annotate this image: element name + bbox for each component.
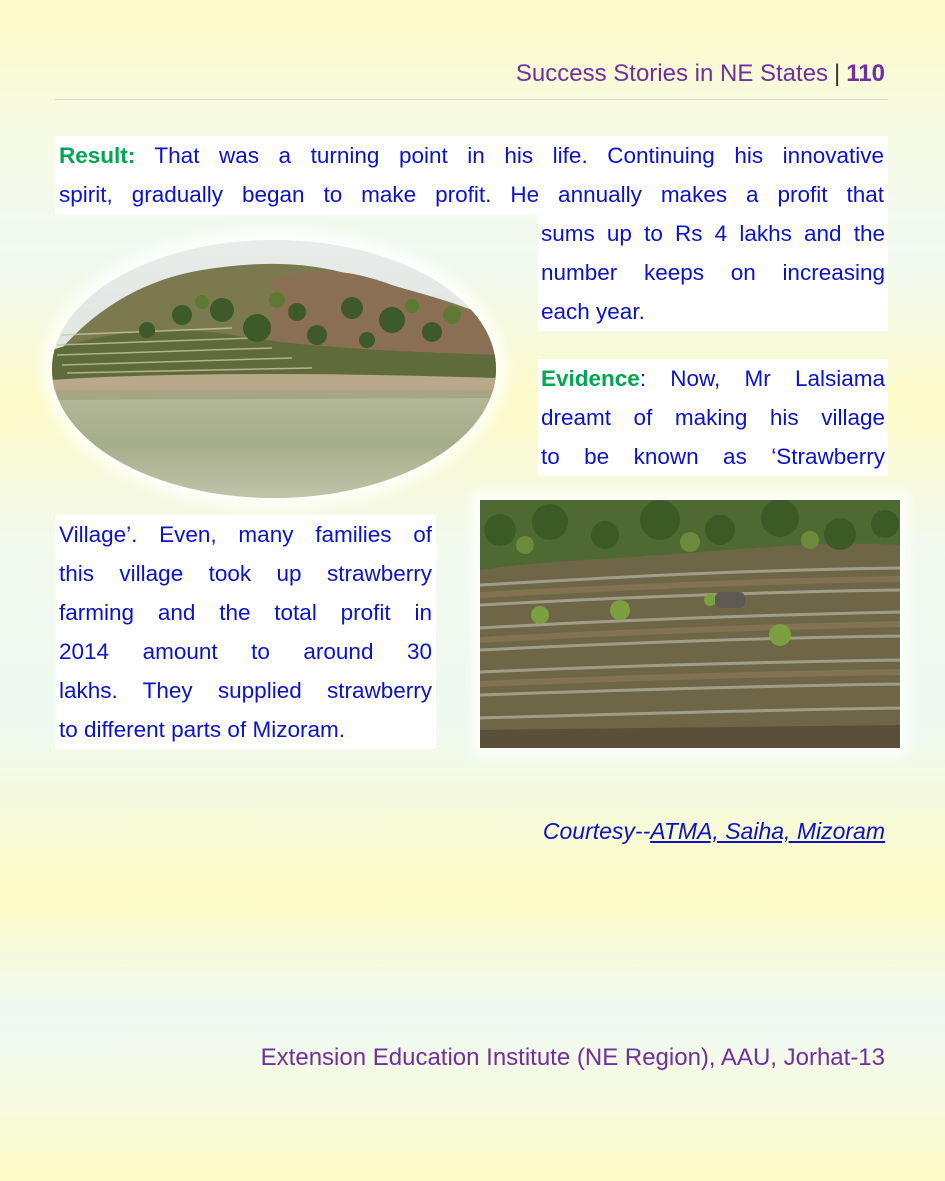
header-rule [55,99,888,100]
strawberry-field-photo [480,500,900,748]
evidence-line-7: 2014 amount to around 30 [55,632,436,671]
page-number: 110 [846,60,885,87]
result-line-3: sums up to Rs 4 lakhs and the [538,214,888,253]
result-line-1 [55,136,888,175]
pond-photo [52,240,496,498]
result-line-4: number keeps on increasing [538,253,888,292]
courtesy-link[interactable]: ATMA, Saiha, Mizoram [650,818,885,844]
result-text-1: That was a turning point in his life. Continuing his innovative [154,143,884,168]
evidence-line-5: this village took up strawberry [55,554,436,593]
evidence-line-2: dreamt of making his village [538,398,888,437]
evidence-line-9: to different parts of Mizoram. [55,710,436,749]
evidence-line-1 [538,359,888,398]
evidence-line-6: farming and the total profit in [55,593,436,632]
evidence-line-4: Village’. Even, many families of [55,515,436,554]
evidence-line-3: to be known as ‘Strawberry [538,437,888,476]
evidence-line-8: lakhs. They supplied strawberry [55,671,436,710]
result-line-5: each year. [538,292,888,331]
result-line-2: spirit, gradually began to make profit. He annually makes a profit that [55,175,888,214]
evidence-text-1: : Now, Mr Lalsiama [639,366,885,391]
header-title: Success Stories in NE States [515,60,829,87]
page-footer: Extension Education Institute (NE Region), AAU, Jorhat-13 [260,1044,885,1071]
evidence-label: Evidence [541,366,640,391]
header-separator: | [834,60,841,87]
courtesy-prefix: Courtesy-- [542,818,651,844]
result-label: Result: [59,143,136,168]
courtesy-credit [543,818,885,845]
page-header [516,60,885,88]
